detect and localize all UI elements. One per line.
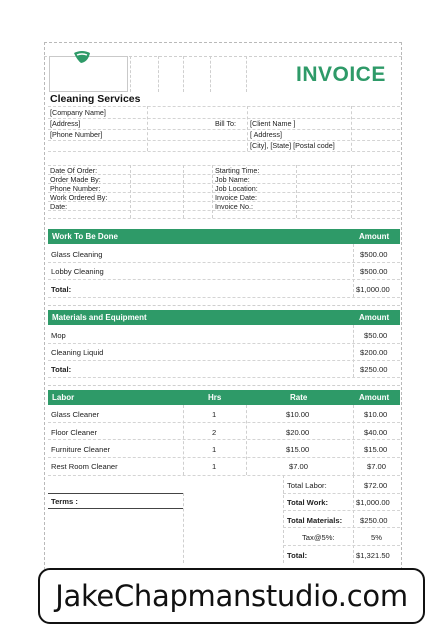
work-total-label: Total: [51,285,72,294]
invoice-number-label: Invoice No.: [215,202,253,211]
company-address-field: [Address] [50,119,81,128]
total-work-value: $1,000.00 [356,498,390,507]
materials-row-amount: $200.00 [360,348,388,357]
grid-line [130,56,131,92]
work-ordered-by-label: Work Ordered By: [50,193,108,202]
labor-row-label: Floor Cleaner [51,428,98,437]
total-work-label: Total Work: [287,498,329,507]
grand-total-value: $1,321.50 [356,551,390,560]
work-amount-header: Amount [359,232,390,241]
job-location-label: Job Location: [215,184,258,193]
grid-line [210,56,211,92]
materials-header: Materials and Equipment [52,313,147,322]
labor-row-label: Furniture Cleaner [51,445,111,454]
invoice-title: INVOICE [296,63,386,86]
invoice-date-label: Invoice Date: [215,193,257,202]
company-phone-field: [Phone Number] [50,130,103,139]
total-materials-value: $250.00 [360,516,388,525]
work-row-amount: $500.00 [360,250,388,259]
labor-row-amount: $40.00 [364,428,388,437]
labor-rate-header: Rate [290,393,308,402]
company-name: Cleaning Services [50,93,141,105]
labor-hrs-header: Hrs [208,393,222,402]
watermark-text: JakeChapmanstudio.com [55,579,408,613]
labor-row-amount: $7.00 [367,462,387,471]
client-city-field: [City], [State] [Postal code] [250,141,335,150]
materials-amount-header: Amount [359,313,390,322]
date-label: Date: [50,202,68,211]
labor-header-bar [48,390,400,405]
labor-amount-header: Amount [359,393,390,402]
job-name-label: Job Name: [215,175,250,184]
materials-row-amount: $50.00 [364,331,388,340]
work-header-bar [48,229,400,244]
order-made-by-label: Order Made By: [50,175,101,184]
work-total-value: $1,000.00 [356,285,390,294]
total-materials-label: Total Materials: [287,516,343,525]
materials-row-label: Mop [51,331,66,340]
terms-label: Terms : [51,497,78,506]
labor-row-rate: $15.00 [286,445,310,454]
work-row-label: Lobby Cleaning [51,267,104,276]
materials-total-label: Total: [51,365,72,374]
materials-header-bar [48,310,400,325]
phone-number-label: Phone Number: [50,184,101,193]
bill-to-label: Bill To: [215,119,237,128]
grand-total-label: Total: [287,551,308,560]
tax-value: 5% [371,533,382,542]
labor-row-hrs: 1 [212,410,217,419]
labor-row-rate: $20.00 [286,428,310,437]
labor-row-amount: $15.00 [364,445,388,454]
grid-line [158,56,159,92]
starting-time-label: Starting Time: [215,166,260,175]
labor-header: Labor [52,393,75,402]
work-row-label: Glass Cleaning [51,250,103,259]
labor-row-hrs: 1 [212,445,217,454]
client-name-field: [Client Name ] [250,119,296,128]
labor-row-label: Glass Cleaner [51,410,100,419]
work-row-amount: $500.00 [360,267,388,276]
materials-total-value: $250.00 [360,365,388,374]
total-labor-value: $72.00 [364,481,388,490]
client-address-field: [ Address] [250,130,282,139]
labor-row-rate: $10.00 [286,410,310,419]
work-header: Work To Be Done [52,232,118,241]
company-name-field: [Company Name] [50,108,106,117]
grid-line [183,56,184,92]
labor-row-label: Rest Room Cleaner [51,462,118,471]
total-labor-label: Total Labor: [287,481,327,490]
watermark-banner [38,568,425,624]
date-of-order-label: Date Of Order: [50,166,98,175]
labor-row-amount: $10.00 [364,410,388,419]
leaf-logo-icon [72,50,92,64]
tax-label: Tax@5%: [302,533,335,542]
labor-row-hrs: 1 [212,462,217,471]
labor-row-rate: $7.00 [289,462,309,471]
labor-row-hrs: 2 [212,428,217,437]
grid-line [246,56,247,92]
materials-row-label: Cleaning Liquid [51,348,104,357]
